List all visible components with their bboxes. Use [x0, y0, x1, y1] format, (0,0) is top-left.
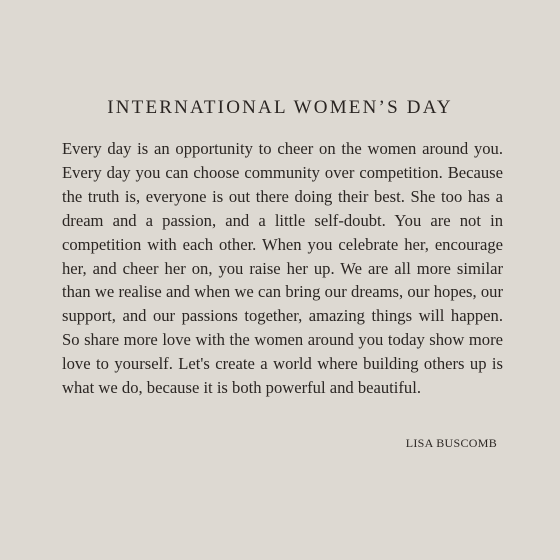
quote-title: INTERNATIONAL WOMEN’S DAY: [107, 97, 453, 118]
quote-body: Every day is an opportunity to cheer on the women around you. Every day you can choose community over competition. Because the truth is, everyone is out there doing their best. She too has a dream and a passion, and a little self-doubt. You are not in competition with each other. When you celebrate her, encourage her, and cheer her on, you raise her up. We are all more similar than we realise and when we can bring our dreams, our hopes, our support, and our passions together, amazing things will happen. So share more love with the women around you today show more love to yourself. Let's create a world where building others up is what we do, because it is both powerful and beautiful.: [62, 139, 503, 398]
quote-author: LISA BUSCOMB: [405, 436, 497, 450]
